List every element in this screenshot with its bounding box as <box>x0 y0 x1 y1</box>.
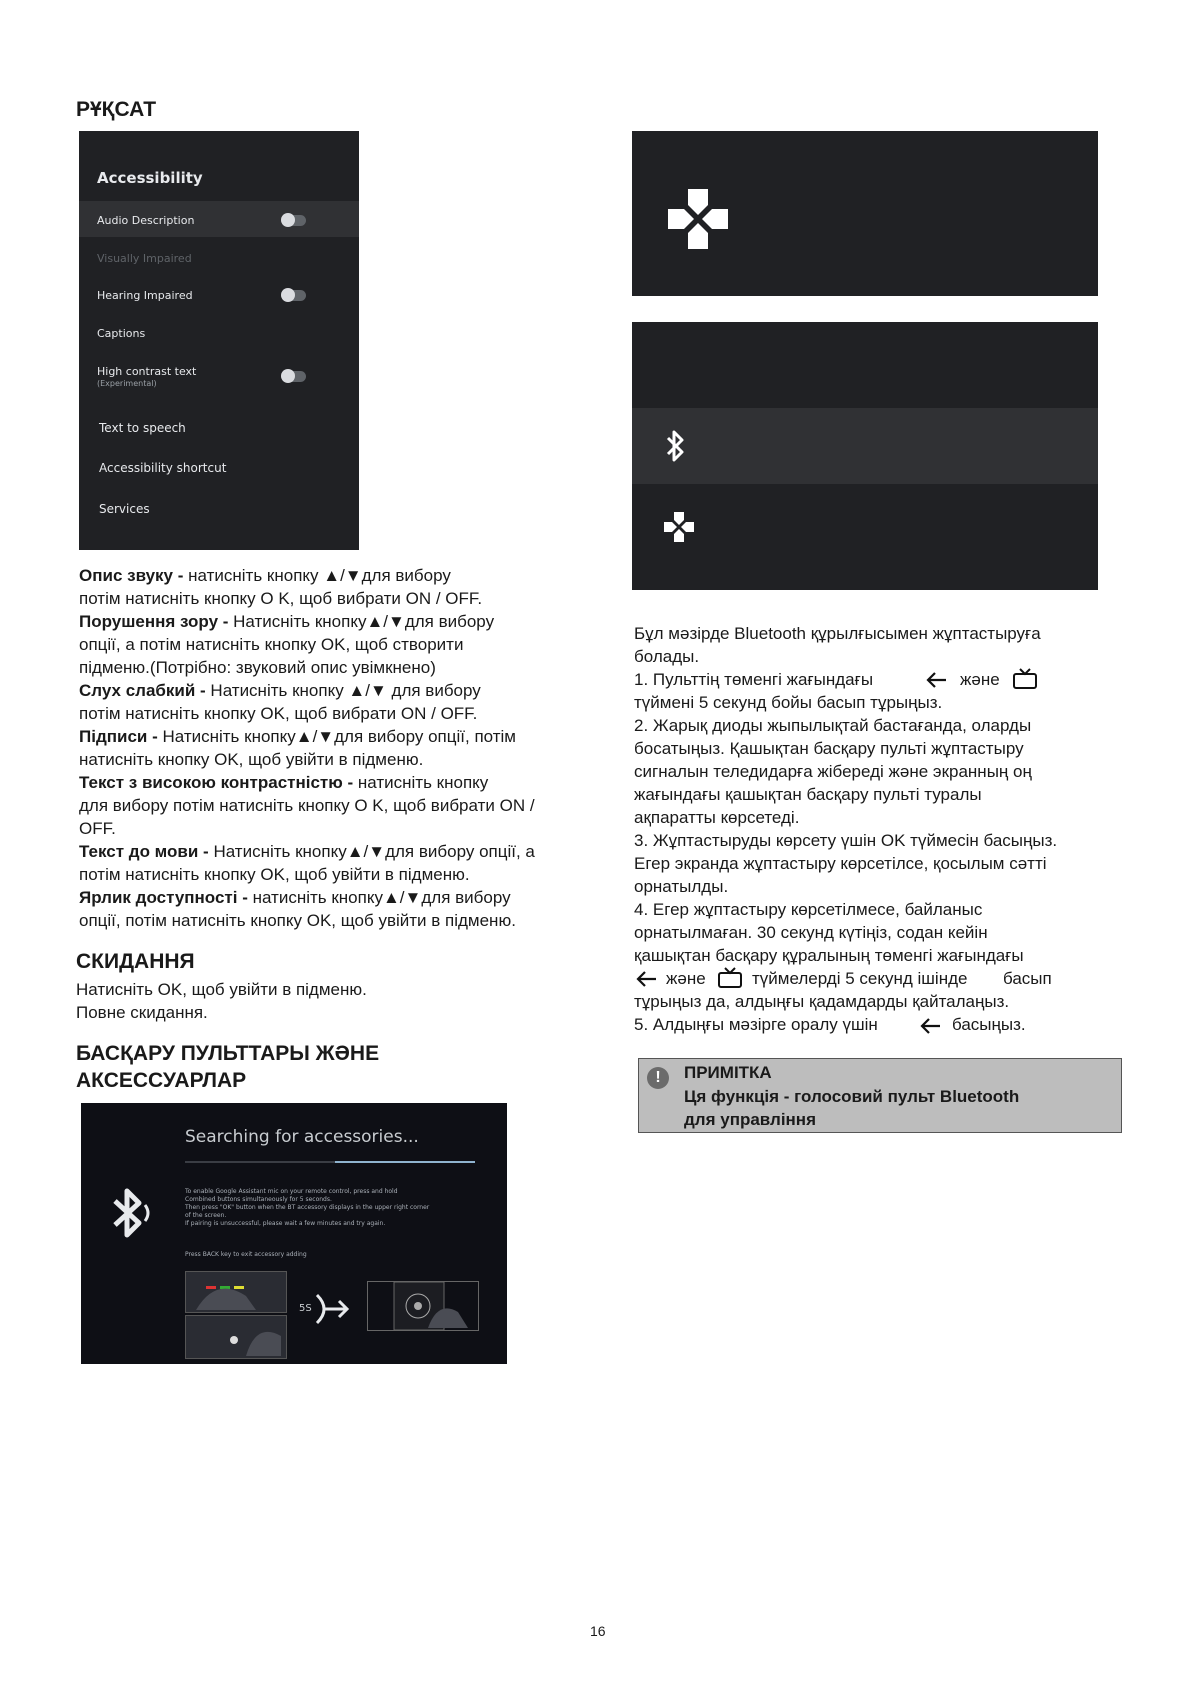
heading-reset: СКИДАННЯ <box>76 950 195 973</box>
bt-line-18: 5. Алдыңғы мәзірге оралу үшін <box>634 1015 878 1034</box>
tv-icon <box>1012 668 1038 690</box>
bt-line-2: болады. <box>634 647 700 666</box>
accessibility-shortcut-item[interactable]: Accessibility shortcut <box>99 461 227 475</box>
instruction-line <box>79 633 599 656</box>
bt-line-5: 2. Жарық диоды жыпылықтай бастағанда, оларды <box>634 716 1032 735</box>
instruction-line <box>79 679 599 702</box>
note-box <box>638 1058 1122 1133</box>
hint-line: Then press "OK" button when the BT accessory displays in the upper right corner <box>185 1204 430 1211</box>
bt-line-13: 4. Егер жұптастыру көрсетілмесе, байланыс <box>634 900 983 919</box>
bluetooth-row[interactable] <box>632 408 1098 484</box>
reset-line-1: Натисніть OK, щоб увійти в підменю. <box>76 980 367 999</box>
instruction-term: Текст з високою контрастністю - <box>79 773 358 792</box>
bt-press-word: басып <box>1003 969 1052 988</box>
bluetooth-icon <box>664 426 688 466</box>
bt-line-3: 1. Пульттің төменгі жағындағы <box>634 670 874 689</box>
instruction-text: натисніть кнопку ▲/▼для вибору <box>188 566 451 585</box>
high-contrast-sublabel: (Experimental) <box>97 379 157 388</box>
bt-line-10: 3. Жұптастыруды көрсету үшін OK түймесін басыңыз. <box>634 831 1058 850</box>
visually-impaired-item: Visually Impaired <box>97 252 192 265</box>
search-hints <box>185 1188 485 1228</box>
instruction-text: потім натисніть кнопку OK, щоб увійти в підменю. <box>79 865 470 884</box>
high-contrast-toggle[interactable] <box>282 371 306 382</box>
bluetooth-icon <box>105 1183 155 1243</box>
heading-remotes-line-1: БАСҚАРУ ПУЛЬТТАРЫ ЖӘНЕ <box>76 1042 380 1065</box>
note-title: ПРИМІТКА <box>684 1063 772 1082</box>
heading-remotes-line-2: АКСЕССУАРЛАР <box>76 1069 247 1092</box>
instruction-text: OFF. <box>79 819 116 838</box>
hearing-impaired-toggle[interactable] <box>282 290 306 301</box>
bt-line-1: Бұл мәзірде Bluetooth құрылғысымен жұптастыруға <box>634 624 1041 643</box>
hearing-impaired-item[interactable]: Hearing Impaired <box>97 289 193 302</box>
services-item[interactable]: Services <box>99 502 150 516</box>
tv-icon <box>717 967 743 989</box>
page-number: 16 <box>590 1623 606 1639</box>
bt-line-6: босатыңыз. Қашықтан басқару пульті жұптастыру <box>634 739 1024 758</box>
instruction-text: натисніть кнопку▲/▼для вибору <box>252 888 511 907</box>
instruction-line <box>79 748 599 771</box>
instruction-text: Натисніть кнопку ▲/▼ для вибору <box>210 681 481 700</box>
instruction-text: Натисніть кнопку▲/▼для вибору опції, потім <box>162 727 516 746</box>
back-hint: Press BACK key to exit accessory adding <box>185 1251 307 1258</box>
bt-and-2: және <box>666 969 706 988</box>
instruction-line <box>79 840 599 863</box>
instruction-line <box>79 909 599 932</box>
instruction-line <box>79 817 599 840</box>
instruction-line <box>79 794 599 817</box>
instruction-line <box>79 656 599 679</box>
instruction-line <box>79 725 599 748</box>
audio-description-toggle[interactable] <box>282 215 306 226</box>
instruction-text: Натисніть кнопку▲/▼для вибору опції, а <box>213 842 535 861</box>
instruction-text: потім натисніть кнопку OK, щоб вибрати ON / OFF. <box>79 704 478 723</box>
instruction-text: потім натисніть кнопку O K, щоб вибрати ON / OFF. <box>79 589 483 608</box>
instruction-text: опції, а потім натисніть кнопку OK, щоб створити <box>79 635 464 654</box>
note-line-1: Ця функція - голосовий пульт Bluetooth <box>684 1087 1020 1106</box>
back-arrow-icon <box>918 1016 942 1036</box>
instruction-text: для вибору потім натисніть кнопку O K, щоб вибрати ON / <box>79 796 535 815</box>
hint-line: of the screen. <box>185 1212 227 1219</box>
instruction-line <box>79 564 599 587</box>
note-line-2: для управління <box>684 1110 816 1129</box>
instruction-term: Слух слабкий - <box>79 681 211 700</box>
audio-description-item[interactable]: Audio Description <box>97 214 195 227</box>
tv-screen-illustration <box>367 1281 479 1331</box>
instruction-line <box>79 863 599 886</box>
instruction-term: Ярлик доступності - <box>79 888 253 907</box>
bt-line-11: Егер экранда жұптастыру көрсетілсе, қосылым сәтті <box>634 854 1047 873</box>
instruction-text: підменю.(Потрібно: звуковий опис увімкнено) <box>79 658 436 677</box>
high-contrast-item[interactable]: High contrast text <box>97 365 197 378</box>
pairing-screen <box>632 322 1098 590</box>
exclamation-icon: ! <box>647 1067 669 1089</box>
bt-line-17: тұрыңыз да, алдыңғы қадамдарды қайталаңыз. <box>634 992 1010 1011</box>
instruction-term: Порушення зору - <box>79 612 234 631</box>
instruction-text: натисніть кнопку OK, щоб увійти в підменю. <box>79 750 424 769</box>
instruction-line <box>79 702 599 725</box>
bt-and-1: және <box>960 670 1000 689</box>
accessibility-screen <box>79 131 359 550</box>
bt-line-14: орнатылмаған. 30 секунд күтіңіз, содан кейін <box>634 923 988 942</box>
remote-combo-illustration <box>185 1271 287 1313</box>
heading-permission: РҰҚСАТ <box>76 98 157 121</box>
text-to-speech-item[interactable]: Text to speech <box>99 421 186 435</box>
bt-line-12: орнатылды. <box>634 877 729 896</box>
instruction-line <box>79 886 599 909</box>
back-arrow-icon <box>924 670 948 690</box>
bt-line-7: сигналын теледидарға жібереді және экранның оң <box>634 762 1032 781</box>
gamepad-icon[interactable] <box>664 512 694 542</box>
instruction-line <box>79 587 599 610</box>
instruction-line <box>79 610 599 633</box>
bt-line-9: ақпаратты көрсетеді. <box>634 808 800 827</box>
hold-seconds-label: 5S <box>299 1303 312 1314</box>
bt-line-19: басыңыз. <box>952 1015 1026 1034</box>
back-arrow-icon <box>634 969 658 989</box>
instruction-text: опції, потім натисніть кнопку OK, щоб увійти в підменю. <box>79 911 516 930</box>
bt-line-15: қашықтан басқару құралының төменгі жағындағы <box>634 946 1024 965</box>
remote-ok-illustration <box>185 1315 287 1359</box>
search-progress-bar <box>335 1161 475 1163</box>
accessibility-instructions <box>79 564 599 932</box>
hint-line: Combined buttons simultaneously for 5 seconds. <box>185 1196 332 1203</box>
bt-line-8: жағындағы қашықтан басқару пульті туралы <box>634 785 982 804</box>
instruction-text: натисніть кнопку <box>357 773 489 792</box>
gamepad-screen <box>632 131 1098 296</box>
accessibility-title: Accessibility <box>97 169 203 187</box>
search-title: Searching for accessories... <box>185 1127 419 1147</box>
instruction-term: Опис звуку - <box>79 566 189 585</box>
hint-line: To enable Google Assistant mic on your remote control, press and hold <box>185 1188 398 1195</box>
bt-line-16: түймелерді 5 секунд ішінде <box>752 969 968 988</box>
instruction-text: Натисніть кнопку▲/▼для вибору <box>233 612 495 631</box>
reset-line-2: Повне скидання. <box>76 1003 208 1022</box>
instruction-term: Текст до мови - <box>79 842 214 861</box>
captions-item[interactable]: Captions <box>97 327 146 340</box>
instruction-term: Підписи - <box>79 727 163 746</box>
instruction-line <box>79 771 599 794</box>
hint-line: If pairing is unsuccessful, please wait a few minutes and try again. <box>185 1220 386 1227</box>
bt-line-4: түймені 5 секунд бойы басып тұрыңыз. <box>634 693 943 712</box>
searching-accessories-screen <box>81 1103 507 1364</box>
gamepad-icon <box>668 189 728 249</box>
arrow-right-icon <box>313 1291 353 1327</box>
